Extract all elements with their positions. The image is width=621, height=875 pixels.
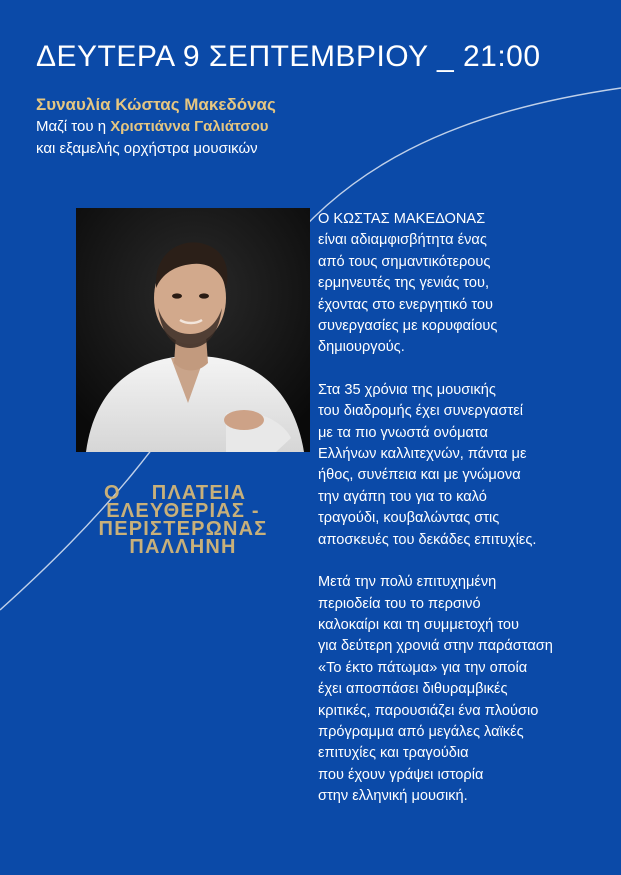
venue-marker: O (104, 482, 121, 504)
bio-line: του διαδρομής έχει συνεργαστεί (318, 403, 523, 420)
event-date-time: ΔΕΥΤΕΡΑ 9 ΣΕΠΤΕΜΒΡΙΟΥ _ 21:00 (36, 40, 541, 73)
venue-line-4: ΠΑΛΛΗΝΗ (129, 536, 237, 558)
event-subtitle (36, 94, 456, 160)
bio-line: συνεργασίες με κορυφαίους (318, 318, 498, 335)
bio-line: καλοκαίρι και τη συμμετοχή του (318, 616, 520, 633)
venue-line-3: ΠΕΡΙΣΤΕΡΩΝΑΣ (98, 518, 268, 540)
bio-line: Ο ΚΩΣΤΑΣ ΜΑΚΕΔΟΝΑΣ (318, 211, 486, 227)
bio-line: την αγάπη του για το καλό (318, 488, 487, 505)
venue-name (78, 484, 288, 556)
bio-line: πρόγραμμα από μεγάλες λαϊκές (318, 723, 524, 740)
bio-line: από τους σημαντικότερους (318, 253, 491, 270)
bio-line: τραγούδι, κουβαλώντας στις (318, 510, 500, 527)
bio-line: επιτυχίες και τραγούδια (318, 745, 469, 762)
concert-title: Συναυλία Κώστας Μακεδόνας (36, 95, 276, 114)
bio-line: περιοδεία του το περσινό (318, 595, 481, 612)
artist-portrait-illustration (76, 208, 310, 452)
bio-line: που έχουν γράψει ιστορία (318, 766, 484, 783)
bio-line: Μετά την πολύ επιτυχημένη (318, 574, 497, 591)
bio-line: είναι αδιαμφισβήτητα ένας (318, 232, 487, 249)
bio-paragraph-3 (318, 572, 598, 807)
bio-line: έχει αποσπάσει διθυραμβικές (318, 681, 508, 698)
guest-prefix: Μαζί του η (36, 118, 111, 135)
bio-line: δημιουργούς. (318, 339, 405, 356)
guest-name: Χριστιάννα Γαλιάτσου (110, 118, 269, 135)
guest-line (36, 116, 456, 138)
orchestra-line: και εξαμελής ορχήστρα μουσικών (36, 140, 258, 157)
artist-photo (76, 208, 310, 452)
artist-biography (318, 209, 598, 829)
venue-line-1: ΠΛΑΤΕΙΑ (151, 482, 247, 504)
bio-paragraph-2 (318, 380, 598, 551)
bio-paragraph-1 (318, 209, 598, 359)
bio-line: στην ελληνική μουσική. (318, 788, 468, 805)
bio-line: ήθος, συνέπεια και με γνώμονα (318, 467, 521, 484)
bio-line: ερμηνευτές της γενιάς του, (318, 275, 490, 292)
bio-line: για δεύτερη χρονιά στην παράσταση (318, 638, 553, 655)
venue-line-2: ΕΛΕΥΘΕΡΙΑΣ - (106, 500, 260, 522)
bio-line: Ελλήνων καλλιτεχνών, πάντα με (318, 446, 527, 463)
bio-line: Στα 35 χρόνια της μουσικής (318, 381, 496, 398)
bio-line: κριτικές, παρουσιάζει ένα πλούσιο (318, 702, 539, 719)
bio-line: με τα πιο γνωστά ονόματα (318, 424, 488, 441)
bio-line: αποσκευές του δεκάδες επιτυχίες. (318, 531, 537, 548)
bio-line: «Το έκτο πάτωμα» για την οποία (318, 659, 528, 676)
bio-line: έχοντας στο ενεργητικό του (318, 296, 493, 313)
